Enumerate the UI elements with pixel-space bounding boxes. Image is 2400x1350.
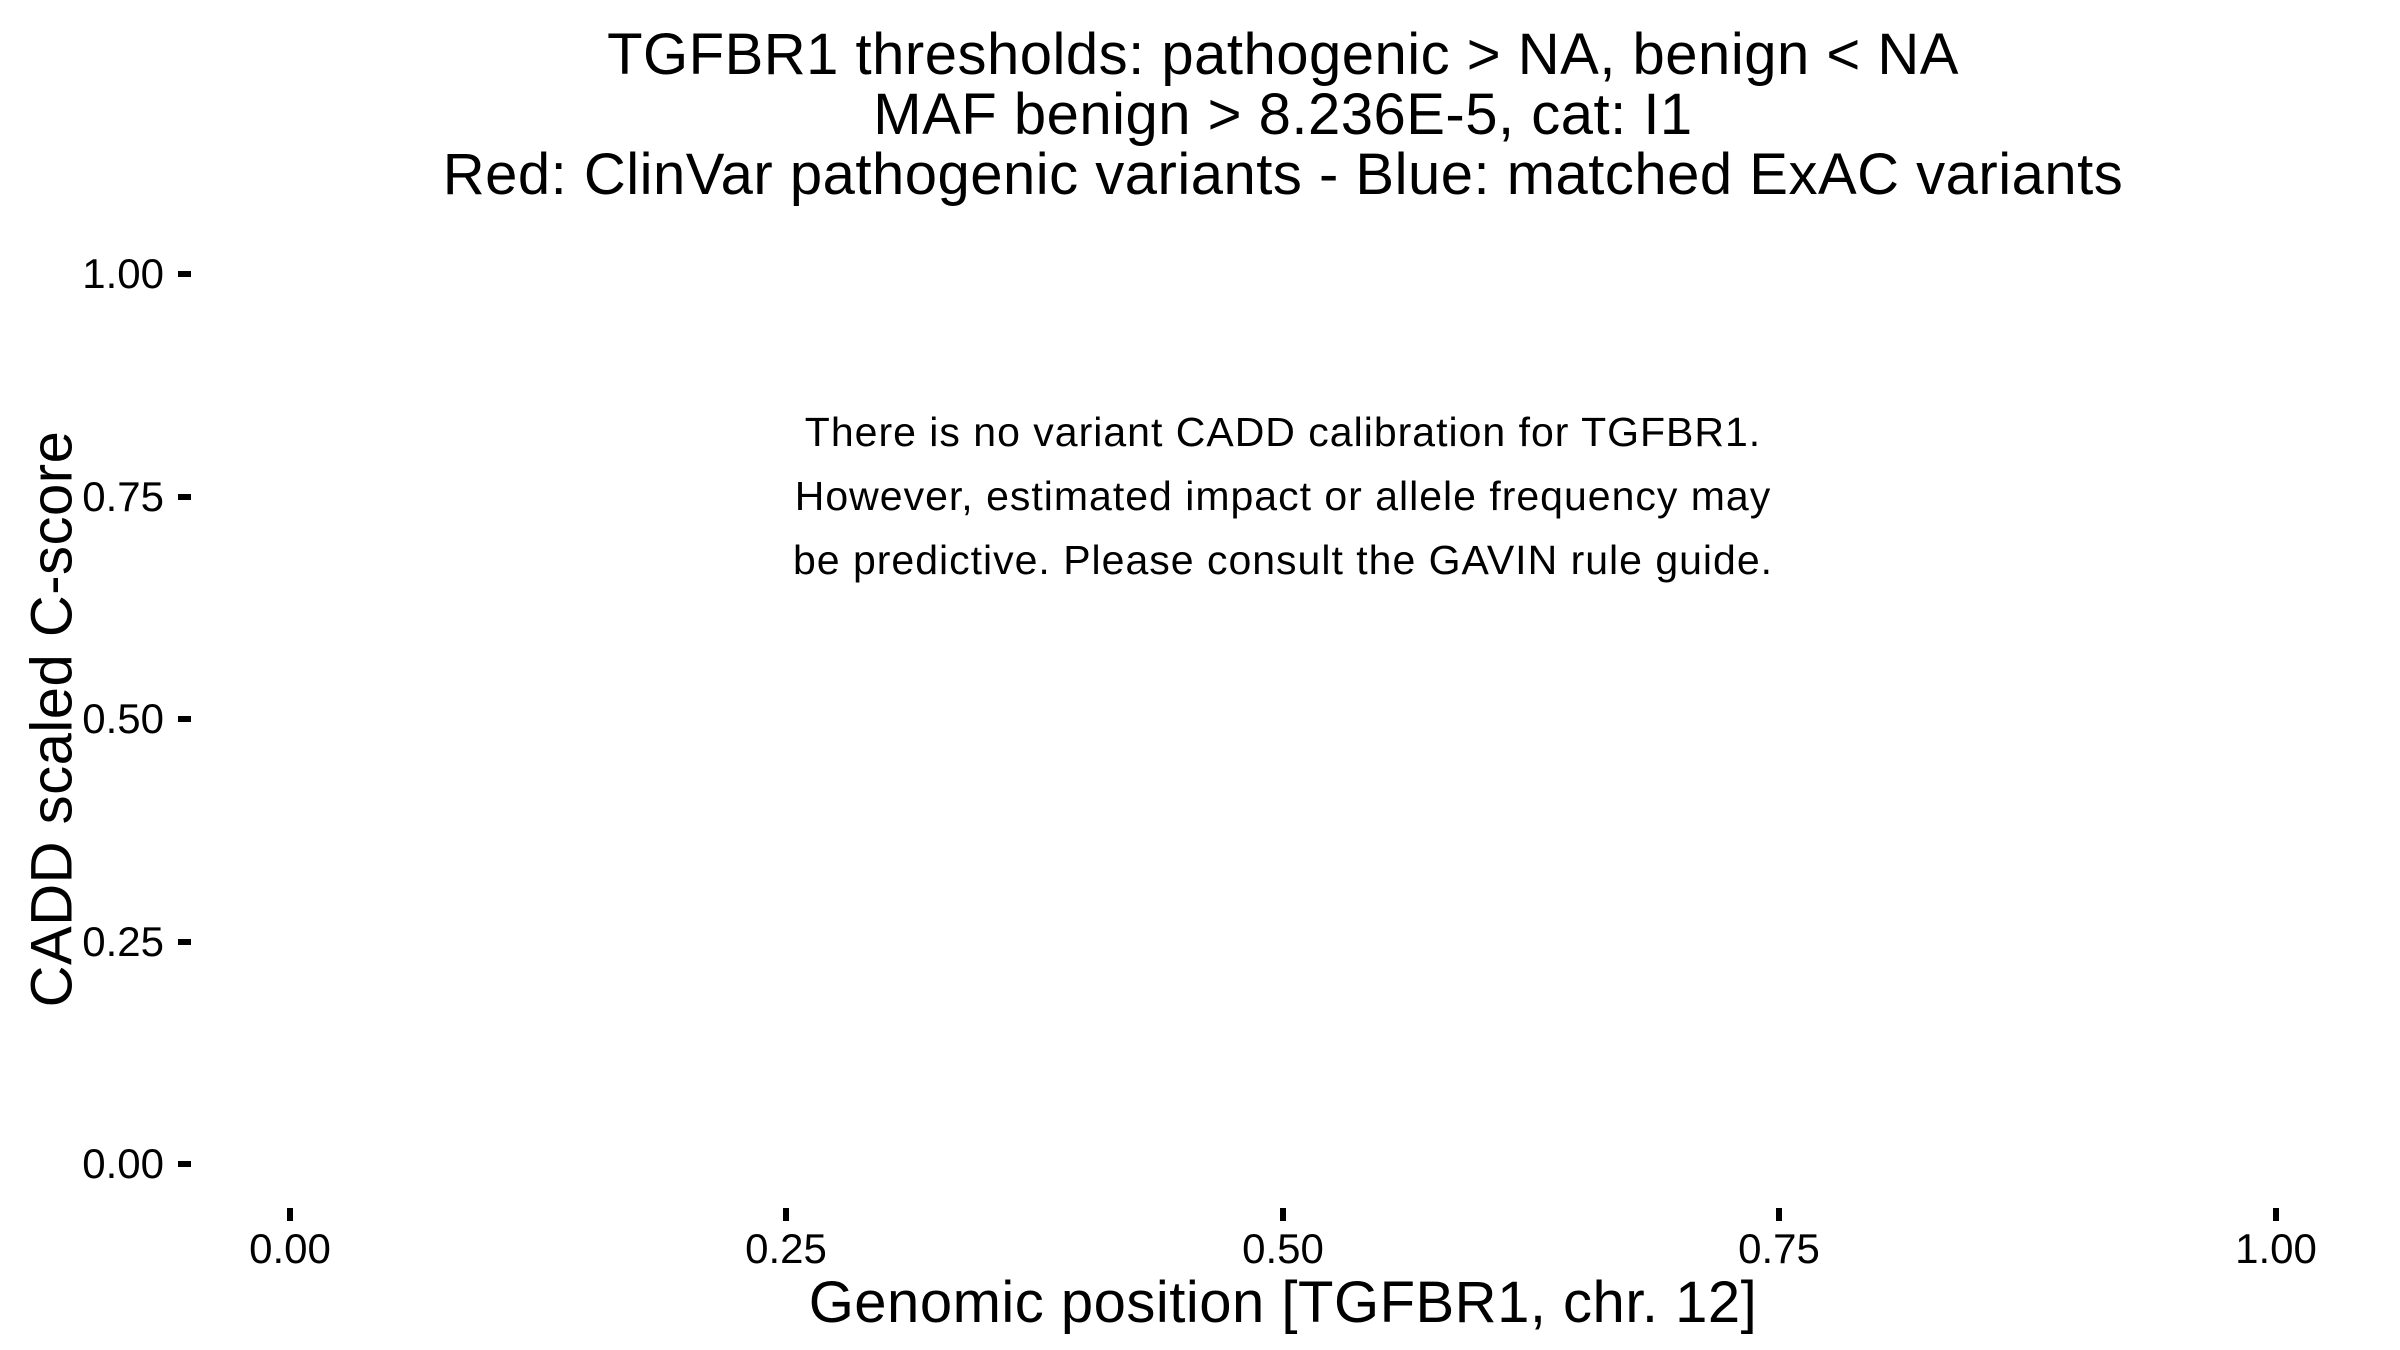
plot-title-line-3: Red: ClinVar pathogenic variants - Blue: matched ExAC variants <box>442 142 2124 207</box>
y-tick-label-0.25: 0.25 <box>82 918 164 965</box>
annotation-line-3: be predictive. Please consult the GAVIN rule guide. <box>792 537 1774 583</box>
y-tick-mark-1.00 <box>178 271 191 277</box>
y-tick-mark-0.50 <box>178 716 191 722</box>
no-calibration-annotation <box>166 400 2400 592</box>
x-tick-label-0.25: 0.25 <box>745 1225 827 1272</box>
x-tick-mark-1.00 <box>2273 1208 2279 1221</box>
plot-title <box>166 22 2400 207</box>
y-tick-label-0.75: 0.75 <box>82 473 164 520</box>
x-tick-label-1.00: 1.00 <box>2235 1225 2317 1272</box>
x-tick-mark-0.00 <box>287 1208 293 1221</box>
plot-title-line-1: TGFBR1 thresholds: pathogenic > NA, benign < NA <box>607 22 1959 87</box>
x-tick-label-0.00: 0.00 <box>249 1225 331 1272</box>
x-axis-title: Genomic position [TGFBR1, chr. 12] <box>808 1270 1758 1335</box>
y-tick-label-0.00: 0.00 <box>82 1140 164 1187</box>
x-tick-mark-0.50 <box>1280 1208 1286 1221</box>
x-tick-label-0.75: 0.75 <box>1738 1225 1820 1272</box>
x-tick-mark-0.25 <box>783 1208 789 1221</box>
y-tick-mark-0.75 <box>178 494 191 500</box>
plot-title-line-2: MAF benign > 8.236E-5, cat: I1 <box>873 82 1693 147</box>
x-tick-mark-0.75 <box>1776 1208 1782 1221</box>
y-tick-label-0.50: 0.50 <box>82 695 164 742</box>
y-tick-label-1.00: 1.00 <box>82 250 164 297</box>
x-tick-label-0.50: 0.50 <box>1242 1225 1324 1272</box>
annotation-line-1: There is no variant CADD calibration for TGFBR1. <box>804 409 1762 455</box>
y-axis-title: CADD scaled C-score <box>19 430 85 1008</box>
y-tick-mark-0.00 <box>178 1161 191 1167</box>
annotation-line-2: However, estimated impact or allele frequency may <box>794 473 1772 519</box>
y-tick-mark-0.25 <box>178 939 191 945</box>
